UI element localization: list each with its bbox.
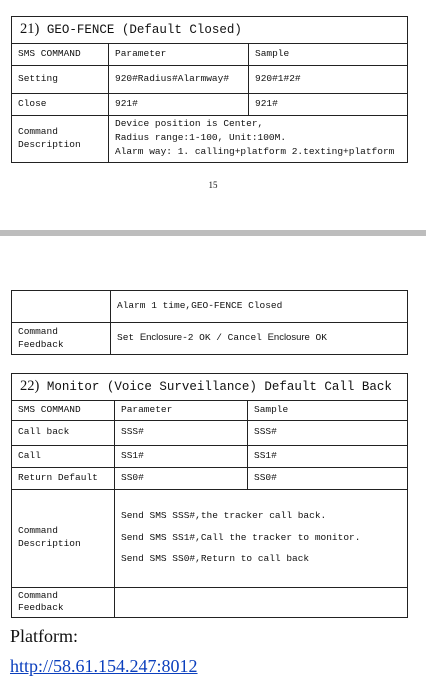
label-line: Command (18, 589, 58, 601)
row-parameter: SS1# (115, 445, 248, 467)
feedback-row (12, 587, 408, 618)
label-line: Description (18, 138, 81, 150)
row-command: Close (12, 93, 109, 115)
description-line: Device position is Center, (115, 117, 264, 129)
section-21-title (12, 17, 408, 44)
row-sample: 920#1#2# (249, 65, 408, 93)
table-row (12, 420, 408, 445)
page-separator (0, 230, 426, 236)
row-sample: SS1# (248, 445, 408, 467)
platform-label: Platform: (10, 626, 78, 646)
description-row (12, 115, 408, 162)
label-line: Feedback (18, 338, 64, 350)
row-command: Call back (12, 420, 115, 445)
table-row (12, 445, 408, 467)
feedback-label (12, 587, 115, 618)
description-line: Send SMS SS1#,Call the tracker to monitor. (121, 531, 361, 543)
label-line: Command (18, 125, 58, 137)
table-row (12, 65, 408, 93)
feedback-empty (115, 587, 408, 618)
feedback-text: Enclosure (139, 332, 183, 344)
row-parameter: SSS# (115, 420, 248, 445)
label-line: Feedback (18, 602, 64, 614)
description-label (12, 489, 115, 587)
row-sample: SSS# (248, 420, 408, 445)
row-parameter: SS0# (115, 467, 248, 489)
description-text (109, 115, 408, 162)
header-sample: Sample (248, 400, 408, 420)
table-row (12, 93, 408, 115)
description-text (115, 489, 408, 587)
page-number: 15 (208, 180, 218, 190)
feedback-label (12, 323, 111, 355)
description-line: Send SMS SS0#,Return to call back (121, 553, 310, 565)
feedback-text: Set (117, 332, 140, 344)
section-22-title (12, 374, 408, 401)
row-parameter: 921# (109, 93, 249, 115)
geo-fence-feedback-table (11, 290, 408, 355)
blank-cell (12, 291, 111, 323)
feedback-text: OK (309, 332, 327, 344)
header-sms-command: SMS COMMAND (12, 43, 109, 65)
feedback-text: Enclosure (267, 332, 310, 344)
description-line: Send SMS SSS#,the tracker call back. (121, 509, 327, 521)
header-parameter: Parameter (109, 43, 249, 65)
platform-link[interactable]: http://58.61.154.247:8012 (10, 656, 198, 676)
row-command: Return Default (12, 467, 115, 489)
section-22-title-text: Monitor (Voice Surveillance) Default Call Back (46, 380, 392, 394)
description-label (12, 115, 109, 162)
label-line: Description (18, 538, 81, 550)
description-line: Radius range:1-100, Unit:100M. (115, 131, 287, 143)
description-row (12, 489, 408, 587)
table-header-row (12, 400, 408, 420)
section-22-number: 22) (20, 378, 40, 394)
section-21-title-text: GEO-FENCE (Default Closed) (46, 23, 242, 37)
row-sample: 921# (249, 93, 408, 115)
section-21-number: 21) (20, 21, 40, 37)
label-line: Command (18, 325, 58, 337)
feedback-line-2 (111, 323, 408, 355)
feedback-line-1: Alarm 1 time,GEO-FENCE Closed (111, 291, 408, 323)
feedback-text: -2 OK / Cancel (182, 332, 268, 344)
header-sms-command: SMS COMMAND (12, 400, 115, 420)
monitor-table (11, 373, 408, 618)
header-parameter: Parameter (115, 400, 248, 420)
geo-fence-table (11, 16, 408, 163)
header-sample: Sample (249, 43, 408, 65)
row-command: Call (12, 445, 115, 467)
table-row (12, 467, 408, 489)
row-command: Setting (12, 65, 109, 93)
description-line: Alarm way: 1. calling+platform 2.texting+platform (115, 145, 395, 157)
row-parameter: 920#Radius#Alarmway# (109, 65, 249, 93)
label-line: Command (18, 525, 58, 537)
table-header-row (12, 43, 408, 65)
row-sample: SS0# (248, 467, 408, 489)
